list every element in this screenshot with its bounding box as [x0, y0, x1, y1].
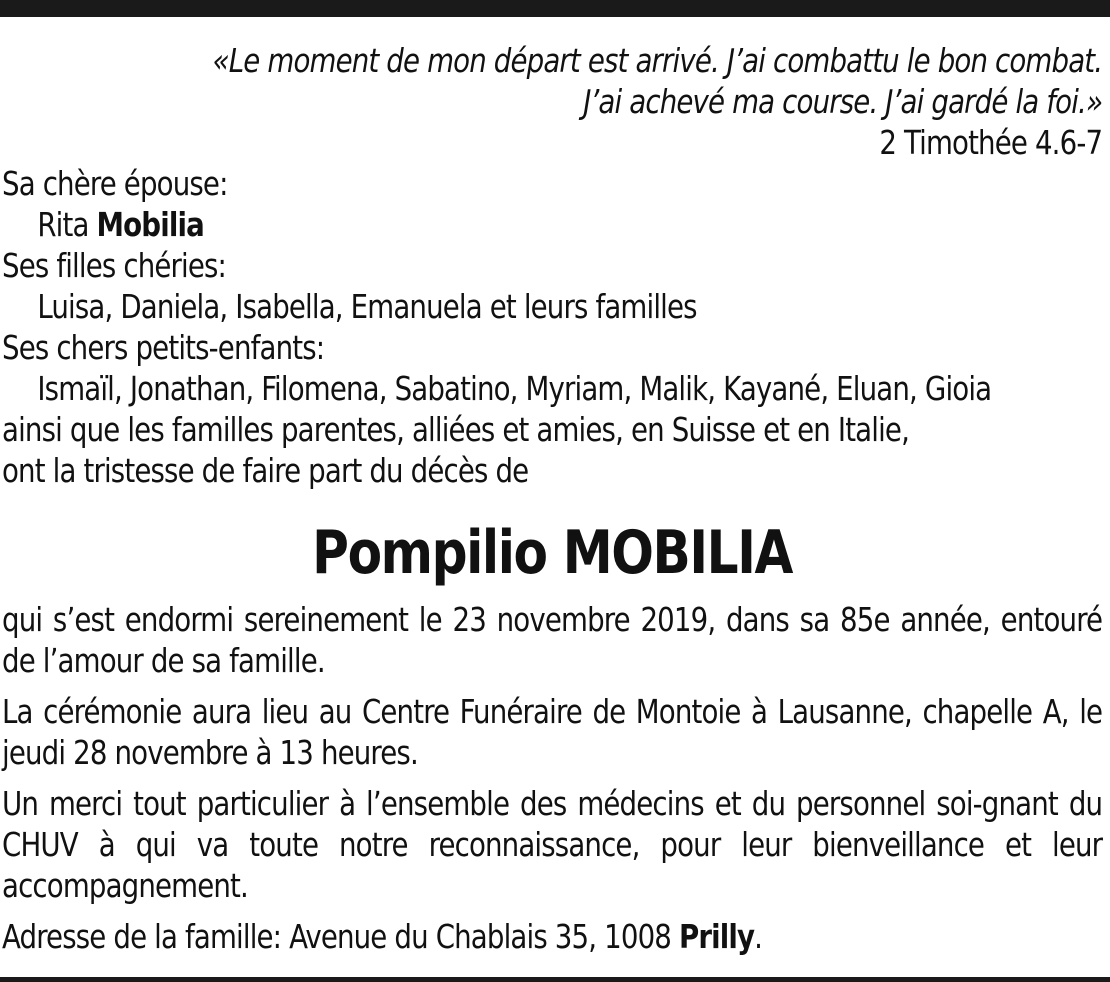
address-city: Prilly — [678, 917, 755, 956]
bottom-rule — [0, 977, 1110, 982]
relatives-line: ainsi que les familles parentes, alliées et amies, en Suisse et en Italie, — [2, 410, 910, 449]
daughters-label: Ses filles chéries: — [2, 246, 227, 285]
top-rule — [0, 0, 1110, 17]
quote-line-1: «Le moment de mon départ est arrivé. J’ai combattu le bon combat. — [212, 41, 1103, 80]
deceased-name: Pompilio MOBILIA — [312, 518, 792, 588]
announcement-line: ont la tristesse de faire part du décès de — [2, 451, 529, 490]
family-address — [2, 916, 1102, 957]
quote-reference: 2 Timothée 4.6-7 — [879, 123, 1103, 162]
quote-line-2: J’ai achevé ma course. J’ai gardé la foi.» — [583, 82, 1103, 121]
grandchildren-names: Ismaïl, Jonathan, Filomena, Sabatino, Myriam, Malik, Kayané, Eluan, Gioia — [37, 369, 992, 408]
passing-paragraph: qui s’est endormi sereinement le 23 novembre 2019, dans sa 85e année, entouré de l’amour de sa famille. — [2, 600, 1103, 680]
ceremony-paragraph: La cérémonie aura lieu au Centre Funéraire de Montoie à Lausanne, chapelle A, le jeudi 28 novembre à 13 heures. — [2, 692, 1103, 772]
thanks-paragraph: Un merci tout particulier à l’ensemble des médecins et du personnel soi-gnant du CHUV à qui va toute notre reconnaissance, pour leur bienveillance et leur accompagnement. — [2, 784, 1103, 905]
spouse-first-name: Rita — [37, 205, 89, 244]
grandchildren-label: Ses chers petits-enfants: — [2, 328, 325, 367]
spouse-last-name: Mobilia — [96, 205, 204, 244]
spouse-name — [2, 204, 1102, 245]
bible-quote — [2, 40, 1102, 122]
daughters-names: Luisa, Daniela, Isabella, Emanuela et leurs familles — [37, 287, 697, 326]
address-prefix: Adresse de la famille: Avenue du Chablais 35, 1008 — [2, 917, 672, 956]
address-suffix: . — [754, 917, 763, 956]
obituary-notice — [2, 40, 1102, 957]
spouse-label: Sa chère épouse: — [2, 164, 228, 203]
